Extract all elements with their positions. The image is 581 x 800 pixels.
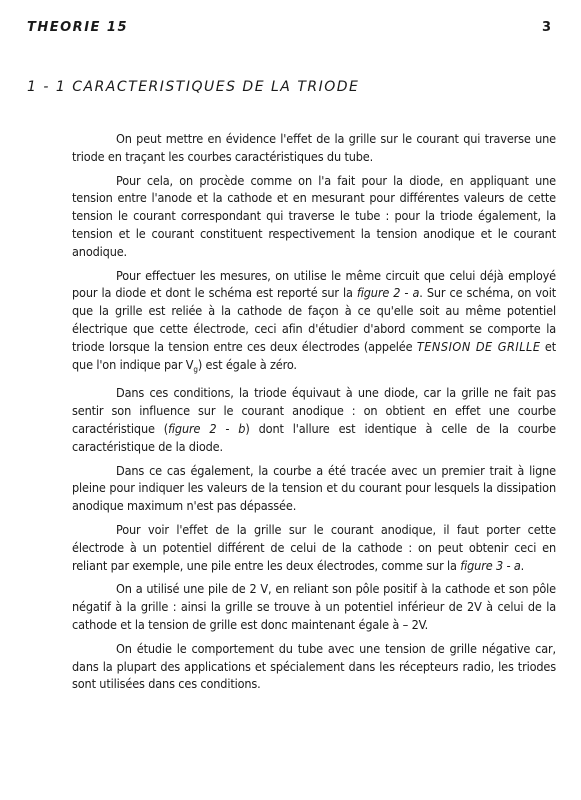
paragraph-7: On a utilisé une pile de 2 V, en reliant son pôle positif à la cathode et son pôle négatif à la grille : ainsi la grille se trouve à un potentiel inférieur de 2V à celui de la cathode et la tension de grille est donc maintenant égale à – 2V.	[72, 581, 556, 632]
text-span: Pour voir l'effet de la grille sur le courant anodique, il faut porter cette électrode à un potentiel différent de celui de la cathode : on peut obtenir ceci en reliant par exemple, une pile entre les deux électrodes, comme sur la	[72, 521, 556, 573]
body-text	[72, 130, 556, 699]
paragraph-6	[72, 521, 556, 574]
figure-reference: figure 2 - b	[168, 420, 246, 436]
paragraph-3	[72, 267, 556, 379]
text-span: Dans ces conditions, la triode équivaut à une diode, car la grille ne fait pas sentir son influence sur le courant anodique : on obtient en effet une courbe caractéristique (	[72, 385, 556, 436]
running-head: THEORIE 15	[27, 20, 129, 35]
paragraph-4	[72, 384, 556, 455]
text-span: ) est égale à zéro.	[197, 356, 297, 372]
figure-reference: figure 2 - a	[356, 285, 420, 301]
page-header	[27, 20, 555, 40]
text-span: Pour effectuer les mesures, on utilise le même circuit que celui déjà employé pour la diode et dont le schéma est reporté sur la	[72, 267, 556, 301]
section-title: 1 - 1 CARACTERISTIQUES DE LA TRIODE	[27, 79, 360, 95]
page-number: 3	[541, 20, 551, 35]
text-span: et que l'on indique par V	[72, 338, 557, 372]
paragraph-2: Pour cela, on procède comme on l'a fait pour la diode, en appliquant une tension entre l'anode et la cathode et en mesurant pour différentes valeurs de cette tension le courant correspondant qui traverse le tube : pour la triode également, la tension et le courant constituent respectivement la tension anodique et le courant anodique.	[72, 172, 556, 259]
text-span: ) dont l'allure est identique à celle de la courbe caractéristique de la diode.	[72, 420, 556, 454]
term-emphasis: TENSION DE GRILLE	[416, 338, 541, 354]
figure-reference: figure 3 - a	[460, 557, 521, 573]
paragraph-8: On étudie le comportement du tube avec une tension de grille négative car, dans la plupart des applications et spécialement dans les récepteurs radio, les triodes sont utilisées dans ces conditions.	[72, 640, 556, 692]
paragraph-1: On peut mettre en évidence l'effet de la grille sur le courant qui traverse une triode en traçant les courbes caractéristiques du tube.	[72, 131, 556, 164]
text-span: .	[520, 557, 525, 573]
text-span: . Sur ce schéma, on voit que la grille est reliée à la cathode de façon à ce qu'elle soit au même potentiel électrique que cette électrode, ceci afin d'étudier d'abord comment se comporte la triode lorsque la tension entre ces deux électrodes (appelée	[72, 285, 556, 354]
paragraph-5: Dans ce cas également, la courbe a été tracée avec un premier trait à ligne pleine pour indiquer les valeurs de la tension et du courant pour lesquels la dissipation anodique maximum n'est pas dépassée.	[72, 462, 556, 514]
subscript: g	[193, 364, 198, 374]
